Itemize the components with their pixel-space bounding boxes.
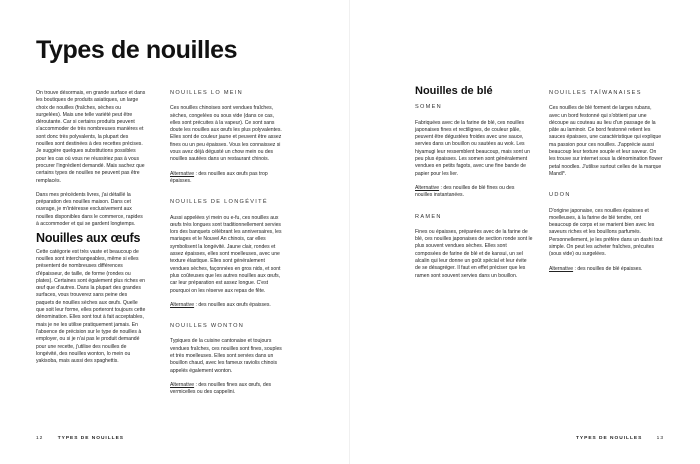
- page-number-left: 12: [36, 436, 44, 441]
- lo-mein-alternative: [170, 171, 284, 186]
- alternative-text: : des nouilles de blé fines ou des nouilles instantanées.: [415, 184, 515, 199]
- left-column-2: [170, 90, 284, 404]
- left-column-1: [36, 90, 146, 372]
- running-title-right: TYPES DE NOUILLES: [576, 436, 643, 441]
- subheading-taiwanese: NOUILLES TAÏWANAISES: [549, 90, 642, 96]
- subheading-longevity: NOUILLES DE LONGÉVITÉ: [170, 199, 268, 206]
- alternative-label: Alternative: [170, 381, 195, 388]
- alternative-label: Alternative: [415, 184, 440, 191]
- alternative-text: : des nouilles aux œufs pas trop épaisses.: [170, 170, 268, 184]
- right-page: [350, 0, 700, 464]
- alternative-text: : des nouilles fines aux œufs, des vermicelles ou des cappelini.: [170, 381, 272, 396]
- longevity-paragraph: Aussi appelées yi mein ou e-fu, ces nouilles aux œufs très longues sont traditionnellement servies lors des banquets célébrant les anniversaires, les mariages et le Nouvel An chinois, car elles symbolisent la longévité. Jaune clair, rondes et assez épaisses, elles sont moelleuses, avec une texture élastique. Elles sont généralement vendues sèches, façonnées en gros nids, et sont plus coûteuses que les autres nouilles aux œufs, car leur préparation est assez longue. C'est pourquoi on les réserve aux repas de fête.: [170, 214, 282, 294]
- left-footer: [36, 436, 124, 441]
- taiwanese-paragraph: Ces nouilles de blé forment de larges rubans, avec un bord festonné qui s'obtient par une découpe au couteau au lieu d'un passage de la pâte au laminoir. Ce bord festonné retient les sauces épaisses, une caractéristique qui explique ma passion pour ces nouilles. J'apprécie aussi beaucoup leur texture souple et leur saveur. On les trouve sur internet sous la dénomination flower petal noodles. J'utilise surtout celles de la marque Mandl*.: [549, 105, 663, 177]
- subheading-wonton: NOUILLES WONTON: [170, 323, 245, 330]
- intro-paragraph-2: Dans mes précédents livres, j'ai détaillé la préparation des nouilles maison. Dans cet ouvrage, je m'intéresse exclusivement aux nouilles disponibles dans le commerce, rapides à accommoder et qui se gardent longtemps.: [36, 191, 143, 228]
- somen-paragraph: Fabriquées avec de la farine de blé, ces nouilles japonaises fines et rectilignes, de couleur pâle, peuvent être dégustées froides avec une sauce, servies dans un bouillon ou sautées au wok. Les hiyamugi leur ressemblent beaucoup, mais sont un peu plus épaisses. Les somen sont généralement vendues en petits fagots, avec une fine bande de papier pour les lier.: [415, 119, 530, 177]
- wonton-alternative: [170, 382, 284, 397]
- udon-alternative: [549, 266, 663, 273]
- page-title: Types de nouilles: [36, 36, 238, 64]
- ramen-paragraph: Fines ou épaisses, préparées avec de la farine de blé, ces nouilles japonaises de section ronde sont le plus souvent vendues sèches. Elles sont composées de farine de blé et de kansui, un sel alcalin qui leur donne un goût spécial et leur évite de se désagréger. Il faut en effet préciser que les ramen sont souvent servies dans un bouillon.: [415, 228, 533, 279]
- right-footer: [576, 436, 664, 441]
- subheading-ramen: RAMEN: [415, 213, 442, 220]
- longevity-alternative: [170, 302, 284, 309]
- somen-alternative: [415, 185, 533, 200]
- subheading-somen: SOMEN: [415, 104, 443, 111]
- section-heading-egg-noodles: Nouilles aux œufs: [36, 231, 141, 246]
- right-column-1: [415, 85, 533, 287]
- right-column-2: [549, 90, 663, 280]
- alternative-text: : des nouilles de blé épaisses.: [573, 265, 643, 272]
- page-number-right: 13: [656, 436, 664, 441]
- wonton-paragraph: Typiques de la cuisine cantonaise et toujours vendues fraîches, ces nouilles sont fines, souples et très moelleuses. Elles sont servies dans un bouillon chaud, avec les fameux raviolis chinois appelés également wonton.: [170, 338, 282, 374]
- section-heading-wheat-noodles: Nouilles de blé: [415, 85, 493, 97]
- alternative-label: Alternative: [170, 301, 195, 308]
- intro-paragraph-1: On trouve désormais, en grande surface et dans les boutiques de produits asiatiques, un large choix de nouilles (fraîches, sèches ou surgelées). Mais une telle variété peut être déroutante. Car si certains produits peuvent s'accommoder de très nombreuses manières et sont donc très polyvalents, la plupart des nouilles sont destinées à des recettes précises. Je suggère quelques substitutions possibles pour les cas où vous ne réussiriez pas à vous procurer l'ingrédient demandé. Mais sachez que certains types de nouilles ne peuvent pas être remplacés.: [36, 90, 146, 184]
- udon-paragraph: D'origine japonaise, ces nouilles épaisses et moelleuses, à la farine de blé tendre, ont beaucoup de corps et se marient bien avec les saveurs riches et les bouillons parfumés. Personnellement, je les préfère dans un dashi tout simple. On peut les acheter fraîches, précuites (sous vide) ou surgelées.: [549, 207, 663, 258]
- alternative-text: : des nouilles aux œufs épaisses.: [194, 301, 271, 308]
- subheading-udon: UDON: [549, 192, 571, 199]
- running-title-left: TYPES DE NOUILLES: [57, 436, 124, 441]
- lo-mein-paragraph: Ces nouilles chinoises sont vendues fraîches, sèches, congelées ou sous vide (dans ce cas, elles sont précuites à la vapeur). Ce sont sans doute les nouilles aux œufs les plus polyvalentes. Elles sont de couleur jaune et peuvent être assez fines ou un peu épaisses. Vous les connaissez si vous avez déjà dégusté un chow mein ou des nouilles sautées dans un restaurant chinois.: [170, 105, 282, 163]
- alternative-label: Alternative: [549, 265, 574, 272]
- subheading-lo-mein: NOUILLES LO MEIN: [170, 90, 244, 96]
- alternative-label: Alternative: [170, 170, 195, 177]
- egg-noodles-paragraph: Cette catégorie est très vaste et beaucoup de nouilles sont interchangeables, même si elles présentent de nombreuses différences d'épaisseur, de taille, de forme (rondes ou plates). Certaines sont également plus riches en œuf que d'autres. Dans la plupart des grandes surfaces, vous trouverez sans peine des paquets de nouilles sèches aux œufs. Quelle que soit leur forme, elles porteront toujours cette dénomination. Elles sont tout à fait acceptables, mais je ne les utilise pratiquement jamais. En l'absence de précision sur le type de nouilles à employer, ou si je n'ai pas le produit demandé pour une recette, j'utilise des nouilles de longévité, des nouilles wonton, lo mein ou yakisoba, mais aussi des spaghettis.: [36, 248, 146, 365]
